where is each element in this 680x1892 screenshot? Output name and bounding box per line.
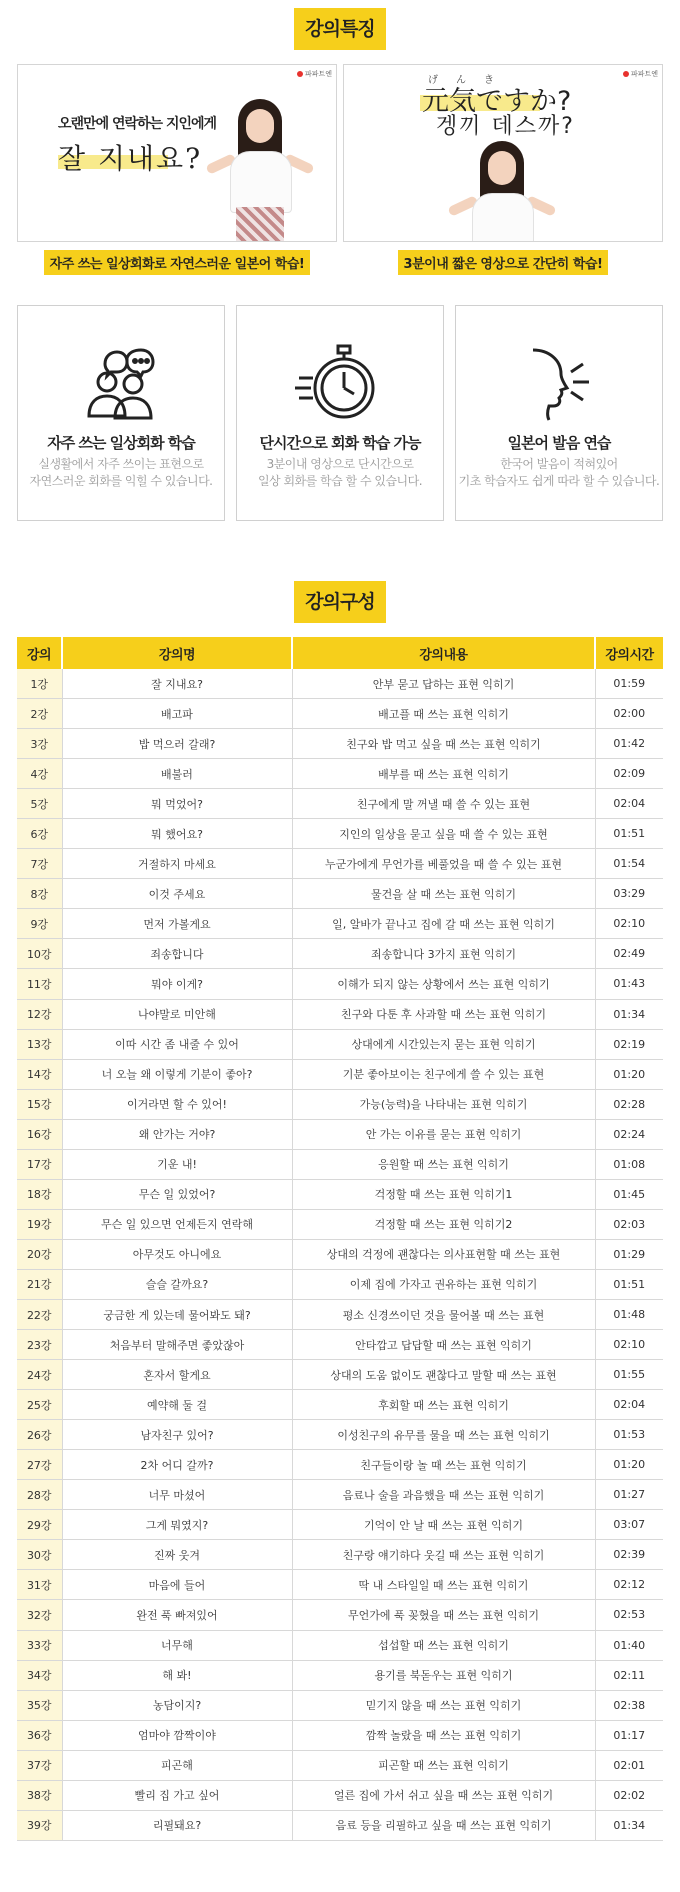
lecture-number: 37강 [17, 1750, 62, 1780]
table-row [17, 1720, 663, 1750]
lecture-duration: 02:38 [595, 1690, 663, 1720]
lecture-duration: 01:34 [595, 1810, 663, 1840]
lecture-title: 너무해 [62, 1630, 292, 1660]
lecture-content: 걱정할 때 쓰는 표현 익히기1 [292, 1179, 595, 1209]
lecture-duration: 02:11 [595, 1660, 663, 1690]
lecture-title: 뭐야 이게? [62, 969, 292, 999]
lecture-duration: 02:19 [595, 1029, 663, 1059]
feature-card-shorttime [236, 305, 444, 521]
lecture-title: 너무 마셨어 [62, 1480, 292, 1510]
lecture-content: 일, 알바가 끝나고 집에 갈 때 쓰는 표현 익히기 [292, 909, 595, 939]
table-row [17, 1089, 663, 1119]
lecture-content: 친구와 다툰 후 사과할 때 쓰는 표현 익히기 [292, 999, 595, 1029]
table-row [17, 1059, 663, 1089]
lecture-duration: 01:53 [595, 1420, 663, 1450]
lecture-number: 18강 [17, 1179, 62, 1209]
lecture-title: 그게 뭐였지? [62, 1510, 292, 1540]
lecture-content: 용기를 북돋우는 표현 익히기 [292, 1660, 595, 1690]
lecture-duration: 02:09 [595, 759, 663, 789]
lecture-title: 왜 안가는 거야? [62, 1119, 292, 1149]
lecture-title: 먼저 가볼게요 [62, 909, 292, 939]
lecture-title: 아무것도 아니에요 [62, 1239, 292, 1269]
lecture-duration: 01:59 [595, 669, 663, 699]
lecture-content: 평소 신경쓰이던 것을 물어볼 때 쓰는 표현 [292, 1299, 595, 1329]
table-row [17, 1239, 663, 1269]
lecture-title: 배고파 [62, 699, 292, 729]
lecture-title: 너 오늘 왜 이렇게 기분이 좋아? [62, 1059, 292, 1089]
features-title: 강의특징 [294, 8, 386, 50]
lecture-title: 죄송합니다 [62, 939, 292, 969]
table-row [17, 999, 663, 1029]
header-content: 강의내용 [292, 637, 595, 669]
lecture-number: 12강 [17, 999, 62, 1029]
lecture-content: 상대의 도움 없이도 괜찮다고 말할 때 쓰는 표현 [292, 1360, 595, 1390]
lecture-duration: 01:42 [595, 729, 663, 759]
table-row [17, 1360, 663, 1390]
lecture-duration: 01:48 [595, 1299, 663, 1329]
lecture-title: 나야말로 미안해 [62, 999, 292, 1029]
lecture-title: 슬슬 갈까요? [62, 1269, 292, 1299]
lecture-duration: 02:10 [595, 1330, 663, 1360]
features-section [0, 0, 680, 275]
thumb-ruby: げんき [428, 75, 512, 86]
lecture-content: 피곤할 때 쓰는 표현 익히기 [292, 1750, 595, 1780]
video-thumbnail-1[interactable] [17, 64, 337, 242]
lecture-number: 11강 [17, 969, 62, 999]
card-title: 일본어 발음 연습 [507, 434, 611, 452]
lecture-title: 처음부터 말해주면 좋았잖아 [62, 1330, 292, 1360]
lecture-number: 38강 [17, 1780, 62, 1810]
lecture-duration: 02:28 [595, 1089, 663, 1119]
lecture-duration: 02:01 [595, 1750, 663, 1780]
feature-card-pronunciation [455, 305, 663, 521]
lecture-content: 안타깝고 답답할 때 쓰는 표현 익히기 [292, 1330, 595, 1360]
lecture-title: 마음에 들어 [62, 1570, 292, 1600]
lecture-number: 32강 [17, 1600, 62, 1630]
table-row [17, 1570, 663, 1600]
table-row [17, 1480, 663, 1510]
table-row [17, 759, 663, 789]
lecture-content: 걱정할 때 쓰는 표현 익히기2 [292, 1209, 595, 1239]
lecture-number: 20강 [17, 1239, 62, 1269]
lecture-duration: 03:29 [595, 879, 663, 909]
curriculum-table [17, 637, 663, 1841]
lecture-duration: 01:34 [595, 999, 663, 1029]
lecture-title: 잘 지내요? [62, 669, 292, 699]
thumb-line2: 잘 지내요? [58, 142, 203, 175]
thumb-line1: 元気ですか? [422, 86, 572, 117]
lecture-duration: 02:10 [595, 909, 663, 939]
lecture-content: 친구에게 말 꺼낼 때 쓸 수 있는 표현 [292, 789, 595, 819]
lecture-title: 이것 주세요 [62, 879, 292, 909]
lecture-content: 깜짝 놀랐을 때 쓰는 표현 익히기 [292, 1720, 595, 1750]
lecture-title: 진짜 웃겨 [62, 1540, 292, 1570]
table-row [17, 1299, 663, 1329]
card-title: 단시간으로 회화 학습 가능 [259, 434, 421, 452]
thumb-line2: 겡끼 데스까? [436, 114, 575, 139]
table-header [17, 637, 663, 669]
lecture-duration: 02:24 [595, 1119, 663, 1149]
lecture-duration: 01:45 [595, 1179, 663, 1209]
lecture-content: 기분 좋아보이는 친구에게 쓸 수 있는 표현 [292, 1059, 595, 1089]
feature-2 [343, 64, 663, 275]
table-row [17, 1269, 663, 1299]
table-row [17, 1690, 663, 1720]
card-title: 자주 쓰는 일상회화 학습 [47, 434, 195, 452]
lecture-title: 혼자서 할게요 [62, 1360, 292, 1390]
card-desc: 한국어 발음이 적혀있어 기초 학습자도 쉽게 따라 할 수 있습니다. [458, 457, 660, 488]
lecture-duration: 01:17 [595, 1720, 663, 1750]
video-thumbnail-2[interactable] [343, 64, 663, 242]
table-row [17, 879, 663, 909]
lecture-duration: 02:04 [595, 1390, 663, 1420]
brand-logo: 파파트엔 [623, 69, 658, 79]
table-row [17, 1209, 663, 1239]
lecture-content: 음료나 술을 과음했을 때 쓰는 표현 익히기 [292, 1480, 595, 1510]
lecture-number: 39강 [17, 1810, 62, 1840]
lecture-content: 안부 묻고 답하는 표현 익히기 [292, 669, 595, 699]
table-row [17, 789, 663, 819]
lecture-number: 28강 [17, 1480, 62, 1510]
lecture-number: 6강 [17, 819, 62, 849]
table-row [17, 1540, 663, 1570]
lecture-title: 빨리 집 가고 싶어 [62, 1780, 292, 1810]
lecture-number: 13강 [17, 1029, 62, 1059]
lecture-duration: 02:53 [595, 1600, 663, 1630]
lecture-content: 배부를 때 쓰는 표현 익히기 [292, 759, 595, 789]
lecture-content: 죄송합니다 3가지 표현 익히기 [292, 939, 595, 969]
lecture-duration: 01:51 [595, 819, 663, 849]
lecture-duration: 01:43 [595, 969, 663, 999]
lecture-duration: 01:29 [595, 1239, 663, 1269]
lecture-title: 엄마야 깜짝이야 [62, 1720, 292, 1750]
lecture-content: 얼른 집에 가서 쉬고 싶을 때 쓰는 표현 익히기 [292, 1780, 595, 1810]
table-row [17, 1149, 663, 1179]
lecture-content: 후회할 때 쓰는 표현 익히기 [292, 1390, 595, 1420]
header-lecture: 강의 [17, 637, 62, 669]
lecture-title: 기운 내! [62, 1149, 292, 1179]
table-row [17, 1029, 663, 1059]
lecture-number: 3강 [17, 729, 62, 759]
lecture-title: 무슨 일 있으면 언제든지 연락해 [62, 1209, 292, 1239]
table-row [17, 969, 663, 999]
lecture-content: 상대에게 시간있는지 묻는 표현 익히기 [292, 1029, 595, 1059]
lecture-content: 이제 집에 가자고 권유하는 표현 익히기 [292, 1269, 595, 1299]
lecture-duration: 01:27 [595, 1480, 663, 1510]
lecture-content: 가능(능력)을 나타내는 표현 익히기 [292, 1089, 595, 1119]
feature-cards [0, 305, 680, 521]
lecture-duration: 02:03 [595, 1209, 663, 1239]
lecture-content: 물건을 살 때 쓰는 표현 익히기 [292, 879, 595, 909]
table-row [17, 729, 663, 759]
lecture-content: 음료 등을 리필하고 싶을 때 쓰는 표현 익히기 [292, 1810, 595, 1840]
table-row [17, 819, 663, 849]
table-row [17, 939, 663, 969]
presenter-image [466, 141, 538, 242]
lecture-number: 30강 [17, 1540, 62, 1570]
lecture-number: 31강 [17, 1570, 62, 1600]
lecture-content: 믿기지 않을 때 쓰는 표현 익히기 [292, 1690, 595, 1720]
lecture-number: 8강 [17, 879, 62, 909]
table-body [17, 669, 663, 1840]
lecture-number: 4강 [17, 759, 62, 789]
lecture-title: 뭐 먹었어? [62, 789, 292, 819]
lecture-title: 완전 푹 빠져있어 [62, 1600, 292, 1630]
feature-card-conversation [17, 305, 225, 521]
lecture-title: 예약해 둘 걸 [62, 1390, 292, 1420]
curriculum-section [0, 581, 680, 1841]
presenter-image [224, 99, 296, 242]
lecture-title: 피곤해 [62, 1750, 292, 1780]
table-row [17, 1660, 663, 1690]
lecture-content: 딱 내 스타일일 때 쓰는 표현 익히기 [292, 1570, 595, 1600]
lecture-title: 배불러 [62, 759, 292, 789]
lecture-number: 25강 [17, 1390, 62, 1420]
lecture-duration: 03:07 [595, 1510, 663, 1540]
lecture-content: 배고플 때 쓰는 표현 익히기 [292, 699, 595, 729]
lecture-duration: 02:39 [595, 1540, 663, 1570]
lecture-content: 친구와 밥 먹고 싶을 때 쓰는 표현 익히기 [292, 729, 595, 759]
feature-caption-2: 3분이내 짧은 영상으로 간단히 학습! [398, 250, 609, 275]
table-row [17, 1780, 663, 1810]
lecture-content: 무언가에 푹 꽂혔을 때 쓰는 표현 익히기 [292, 1600, 595, 1630]
card-desc: 3분이내 영상으로 단시간으로 일상 회화를 학습 할 수 있습니다. [257, 457, 423, 488]
lecture-number: 22강 [17, 1299, 62, 1329]
lecture-duration: 01:20 [595, 1059, 663, 1089]
speaking-head-icon [519, 344, 599, 424]
lecture-number: 9강 [17, 909, 62, 939]
lecture-number: 33강 [17, 1630, 62, 1660]
brand-logo: 파파트엔 [297, 69, 332, 79]
lecture-content: 안 가는 이유를 묻는 표현 익히기 [292, 1119, 595, 1149]
table-row [17, 1390, 663, 1420]
lecture-number: 26강 [17, 1420, 62, 1450]
lecture-title: 남자친구 있어? [62, 1420, 292, 1450]
lecture-content: 누군가에게 무언가를 베풀었을 때 쓸 수 있는 표현 [292, 849, 595, 879]
lecture-number: 5강 [17, 789, 62, 819]
lecture-number: 34강 [17, 1660, 62, 1690]
lecture-content: 기억이 안 날 때 쓰는 표현 익히기 [292, 1510, 595, 1540]
lecture-title: 농담이지? [62, 1690, 292, 1720]
table-row [17, 1810, 663, 1840]
lecture-number: 35강 [17, 1690, 62, 1720]
lecture-duration: 02:04 [595, 789, 663, 819]
lecture-title: 거절하지 마세요 [62, 849, 292, 879]
card-desc: 실생활에서 자주 쓰이는 표현으로 자연스러운 회화를 익힐 수 있습니다. [29, 457, 213, 488]
lecture-content: 친구랑 얘기하다 웃길 때 쓰는 표현 익히기 [292, 1540, 595, 1570]
thumb-line1: 오랜만에 연락하는 지인에게 [58, 116, 217, 132]
lecture-number: 2강 [17, 699, 62, 729]
lecture-number: 10강 [17, 939, 62, 969]
lecture-duration: 01:40 [595, 1630, 663, 1660]
lecture-number: 27강 [17, 1450, 62, 1480]
lecture-title: 이따 시간 좀 내줄 수 있어 [62, 1029, 292, 1059]
lecture-duration: 02:02 [595, 1780, 663, 1810]
table-row [17, 1510, 663, 1540]
lecture-duration: 02:49 [595, 939, 663, 969]
feature-1 [17, 64, 337, 275]
table-row [17, 1420, 663, 1450]
table-row [17, 1450, 663, 1480]
feature-caption-1: 자주 쓰는 일상회화로 자연스러운 일본어 학습! [44, 250, 311, 275]
lecture-duration: 01:08 [595, 1149, 663, 1179]
lecture-number: 29강 [17, 1510, 62, 1540]
curriculum-title: 강의구성 [294, 581, 386, 623]
lecture-number: 21강 [17, 1269, 62, 1299]
lecture-duration: 01:51 [595, 1269, 663, 1299]
table-row [17, 1630, 663, 1660]
lecture-title: 2차 어디 갈까? [62, 1450, 292, 1480]
table-row [17, 1119, 663, 1149]
lecture-title: 해 봐! [62, 1660, 292, 1690]
lecture-title: 이거라면 할 수 있어! [62, 1089, 292, 1119]
lecture-duration: 01:54 [595, 849, 663, 879]
lecture-number: 24강 [17, 1360, 62, 1390]
lecture-title: 리필돼요? [62, 1810, 292, 1840]
lecture-title: 뭐 했어요? [62, 819, 292, 849]
lecture-content: 이성친구의 유무를 물을 때 쓰는 표현 익히기 [292, 1420, 595, 1450]
table-row [17, 1330, 663, 1360]
lecture-number: 17강 [17, 1149, 62, 1179]
lecture-title: 궁금한 게 있는데 물어봐도 돼? [62, 1299, 292, 1329]
lecture-content: 친구들이랑 놀 때 쓰는 표현 익히기 [292, 1450, 595, 1480]
table-row [17, 849, 663, 879]
lecture-number: 16강 [17, 1119, 62, 1149]
lecture-number: 15강 [17, 1089, 62, 1119]
lecture-number: 14강 [17, 1059, 62, 1089]
table-row [17, 1750, 663, 1780]
lecture-number: 1강 [17, 669, 62, 699]
lecture-duration: 01:55 [595, 1360, 663, 1390]
lecture-content: 이해가 되지 않는 상황에서 쓰는 표현 익히기 [292, 969, 595, 999]
table-row [17, 669, 663, 699]
lecture-number: 7강 [17, 849, 62, 879]
lecture-duration: 02:00 [595, 699, 663, 729]
table-row [17, 1179, 663, 1209]
lecture-duration: 02:12 [595, 1570, 663, 1600]
stopwatch-icon [295, 344, 385, 424]
lecture-content: 상대의 걱정에 괜찮다는 의사표현할 때 쓰는 표현 [292, 1239, 595, 1269]
chat-people-icon [81, 344, 161, 424]
lecture-number: 23강 [17, 1330, 62, 1360]
lecture-title: 무슨 일 있었어? [62, 1179, 292, 1209]
lecture-number: 19강 [17, 1209, 62, 1239]
lecture-content: 섭섭할 때 쓰는 표현 익히기 [292, 1630, 595, 1660]
lecture-number: 36강 [17, 1720, 62, 1750]
header-duration: 강의시간 [595, 637, 663, 669]
table-row [17, 909, 663, 939]
table-row [17, 1600, 663, 1630]
lecture-duration: 01:20 [595, 1450, 663, 1480]
header-title: 강의명 [62, 637, 292, 669]
lecture-title: 밥 먹으러 갈래? [62, 729, 292, 759]
lecture-content: 응원할 때 쓰는 표현 익히기 [292, 1149, 595, 1179]
table-row [17, 699, 663, 729]
lecture-content: 지인의 일상을 묻고 싶을 때 쓸 수 있는 표현 [292, 819, 595, 849]
